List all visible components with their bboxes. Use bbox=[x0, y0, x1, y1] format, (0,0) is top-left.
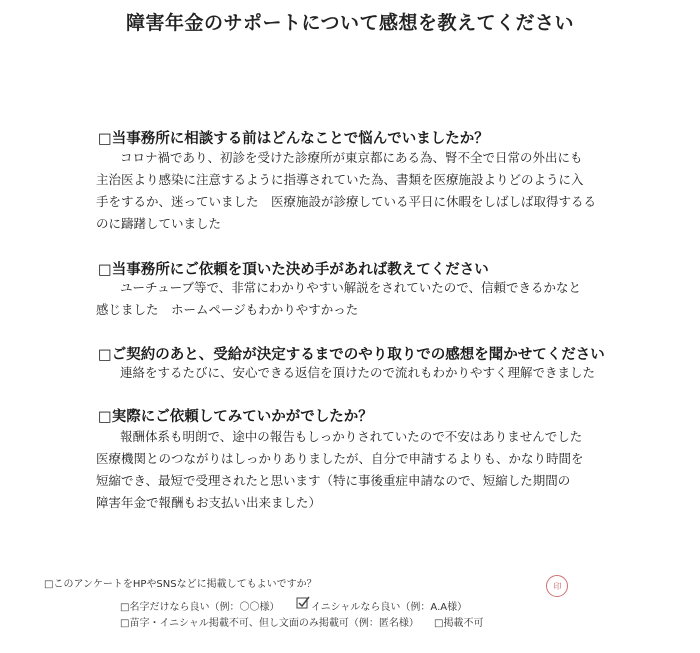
answer-2-line-2: 感じました ホームページもわかりやすかった bbox=[96, 302, 359, 317]
answer-4-line-4: 障害年金で報酬もお支払い出来ました） bbox=[96, 495, 322, 510]
answer-3-line-1: 連絡をするたびに、安心できる返信を頂けたので流れもわかりやすく理解できました bbox=[120, 365, 596, 380]
answer-1-line-2: 主治医より感染に注意するように指導されていた為、書類を医療施設よりどのように入 bbox=[96, 172, 584, 187]
answer-1-line-3: 手をするか、迷っていました 医療施設が診療している平日に休暇をしばしば取得するる bbox=[96, 194, 597, 209]
question-2: □当事務所にご依頼を頂いた決め手があれば教えてください bbox=[98, 262, 489, 278]
answer-2-line-1: ユーチューブ等で、非常にわかりやすい解説をされていたので、信頼できるかなと bbox=[120, 280, 582, 295]
answer-3 bbox=[96, 362, 616, 384]
answer-1 bbox=[96, 147, 616, 235]
seal-stamp-icon: 印 bbox=[546, 575, 568, 597]
consent-option-text-only[interactable]: □苗字・イニシャル掲載不可、但し文面のみ掲載可（例：匿名様） bbox=[120, 618, 419, 629]
question-3: □ご契約のあと、受給が決定するまでのやり取りでの感想を聞かせてください bbox=[98, 347, 605, 363]
page-title: 障害年金のサポートについて感想を教えてください bbox=[125, 12, 575, 34]
consent-option-initials[interactable]: イニシャルなら良い（例：A.A様） bbox=[311, 602, 468, 613]
answer-4 bbox=[96, 426, 616, 514]
answer-4-line-3: 短縮でき、最短で受理されたと思います（特に事後重症申請なので、短縮した期間の bbox=[96, 473, 571, 488]
consent-option-surname[interactable]: □名字だけなら良い（例：〇〇様） bbox=[120, 602, 280, 613]
answer-1-line-4: のに躊躇していました bbox=[96, 216, 222, 231]
question-1: □当事務所に相談する前はどんなことで悩んでいましたか？ bbox=[98, 131, 489, 147]
consent-question: □このアンケートをHPやSNSなどに掲載してもよいですか？ bbox=[44, 579, 317, 590]
question-4: □実際にご依頼してみていかがでしたか？ bbox=[98, 409, 373, 425]
checked-box-icon[interactable] bbox=[296, 596, 310, 610]
answer-2 bbox=[96, 277, 616, 321]
answer-1-line-1: コロナ禍であり、初診を受けた診療所が東京都にある為、腎不全で日常の外出にも bbox=[120, 150, 583, 165]
consent-option-no-publish[interactable]: □掲載不可 bbox=[434, 618, 484, 629]
answer-4-line-2: 医療機関とのつながりはしっかりありましたが、自分で申請するよりも、かなり時間を bbox=[96, 451, 584, 466]
answer-4-line-1: 報酬体系も明朗で、途中の報告もしっかりされていたので不安はありませんでした bbox=[120, 429, 583, 444]
